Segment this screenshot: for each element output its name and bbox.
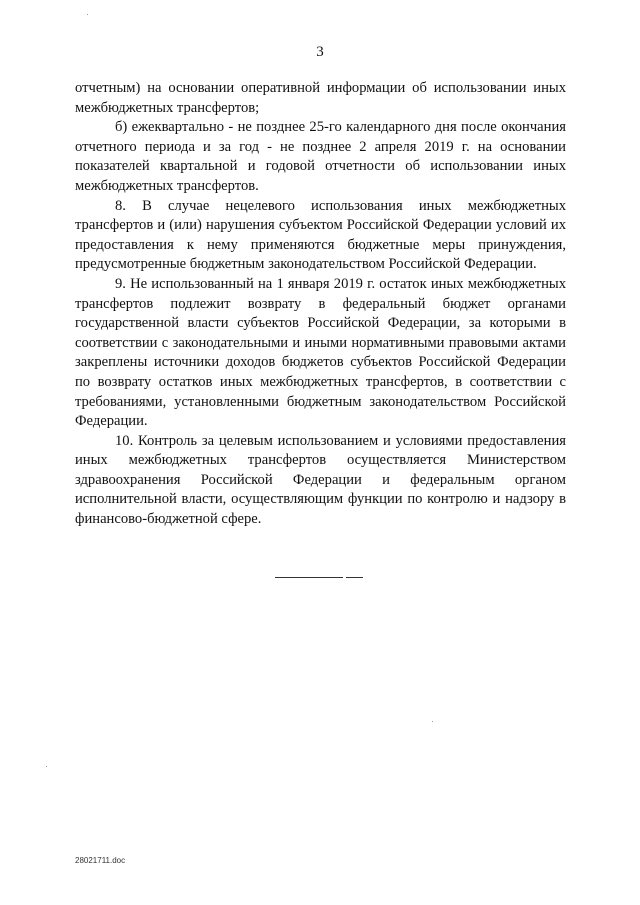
end-separator-line	[275, 577, 363, 578]
paragraph-item-9: 9. Не использованный на 1 января 2019 г. остаток иных межбюджетных трансфертов подлежит возврату в федеральный бюджет органами государственной власти субъектов Российской Федерации, за которыми в соответствии с законодательными и иными нормативными правовыми актами закреплены источники доходов бюджетов субъектов Российской Федерации по возврату остатков иных межбюджетных трансфертов, в соответствии с требованиями, установленными бюджетным законодательством Российской Федерации.	[75, 275, 566, 430]
separator-gap	[343, 576, 346, 579]
scan-speck	[432, 721, 433, 722]
paragraph-item-10: 10. Контроль за целевым использованием и условиями предоставления иных межбюджетных трансфертов осуществляется Министерством здравоохранения Российской Федерации и федеральным органом исполнительной власти, осуществляющим функции по контролю и надзору в финансово-бюджетной сфере.	[75, 432, 566, 528]
paragraph-item-8: 8. В случае нецелевого использования иных межбюджетных трансфертов и (или) нарушения субъектом Российской Федерации условий их предоставления к нему применяются бюджетные меры принуждения, предусмотренные бюджетным законодательством Российской Федерации.	[75, 197, 566, 273]
document-file-code: 28021711.doc	[75, 856, 126, 865]
paragraph-subitem-b: б) ежеквартально - не позднее 25-го календарного дня после окончания отчетного периода и за год - не позднее 2 апреля 2019 г. на основании показателей квартальной и годовой отчетности об использовании иных межбюджетных трансфертов.	[75, 119, 566, 194]
document-body	[75, 79, 566, 530]
page-number: 3	[316, 44, 324, 60]
scan-speck	[87, 14, 88, 15]
scan-speck	[46, 766, 47, 767]
paragraph-continuation: отчетным) на основании оперативной информации об использовании иных межбюджетных трансфертов;	[75, 80, 566, 116]
